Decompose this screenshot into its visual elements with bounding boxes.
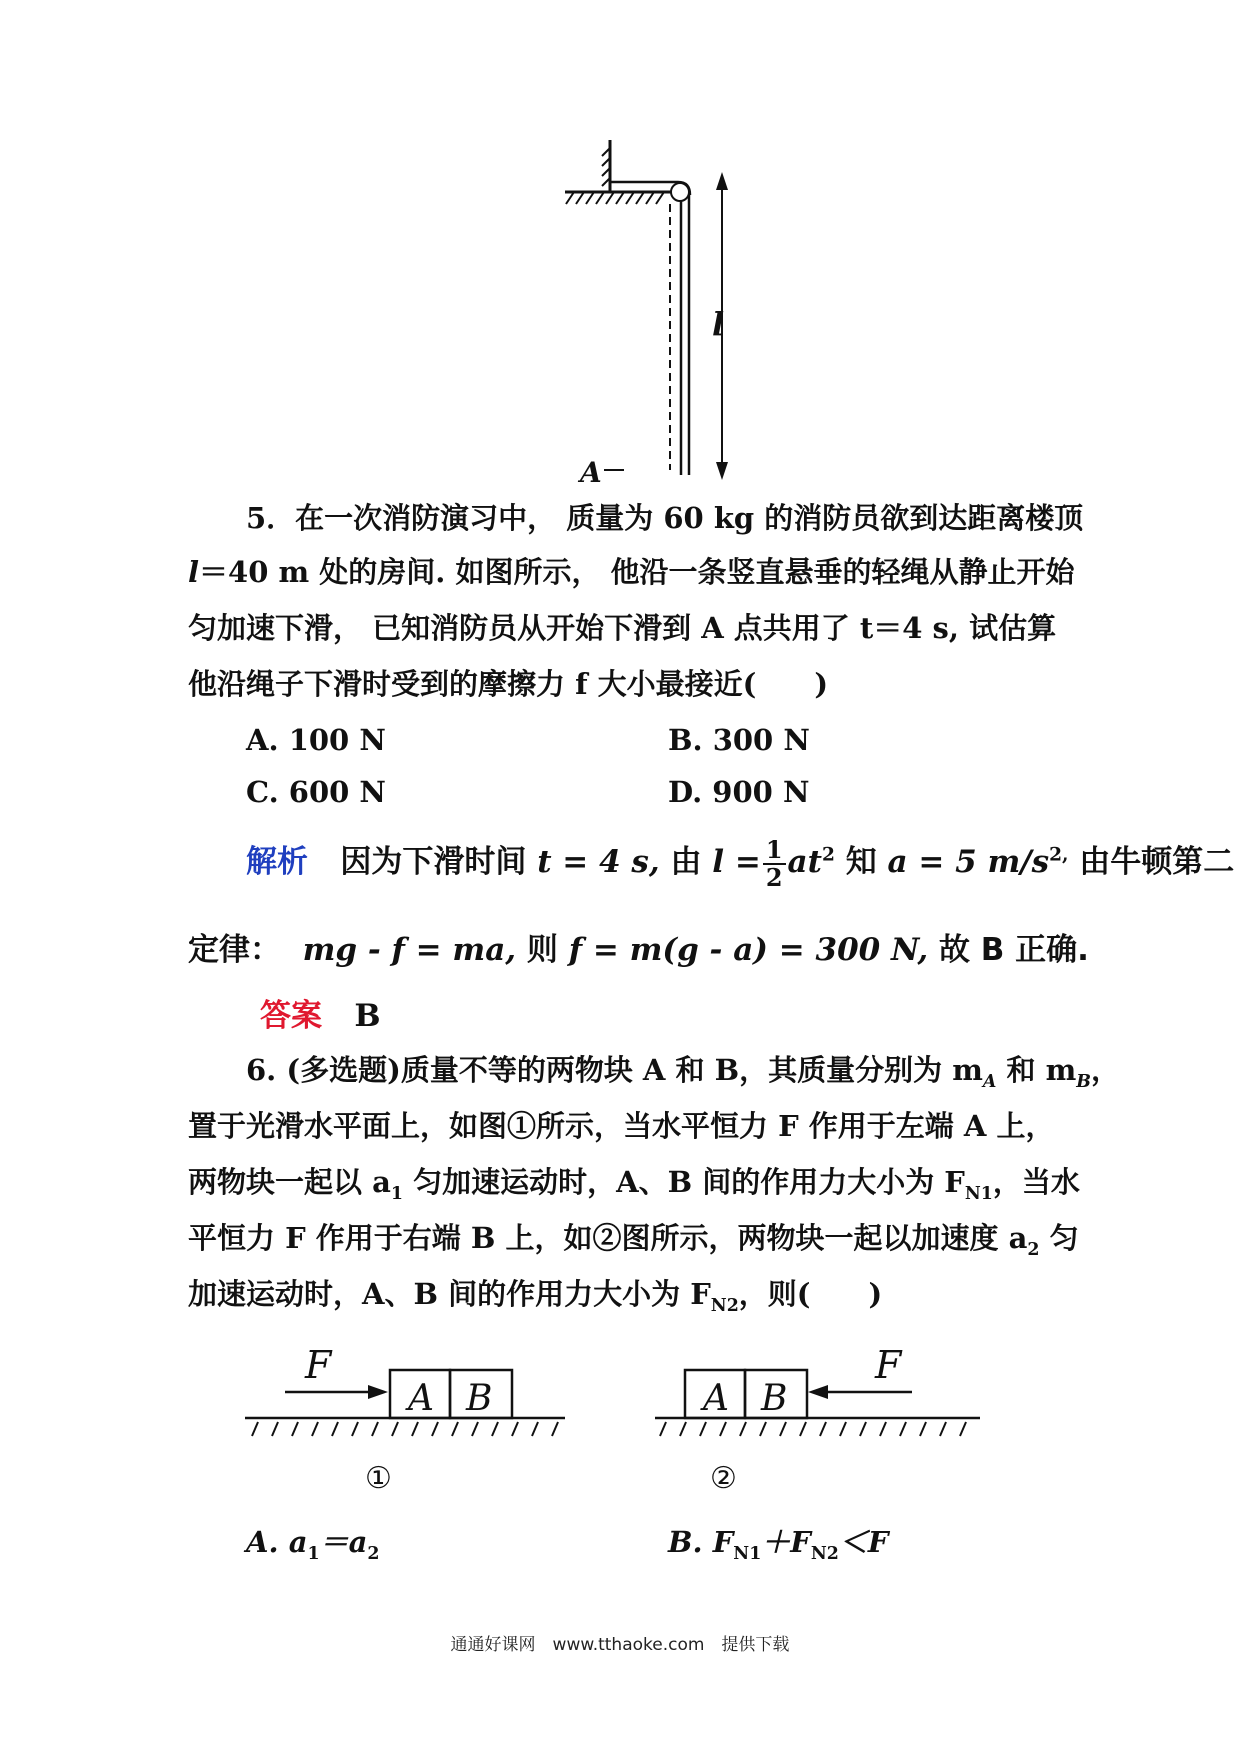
- q6-opta-mid: ＝a: [319, 1525, 368, 1559]
- q6-line5a: 加速运动时，A、B 间的作用力大小为 F: [188, 1277, 711, 1311]
- fig1-number: ①: [365, 1461, 392, 1490]
- analysis-text-2: 由: [670, 844, 702, 880]
- q6-line3-sub1: 1: [390, 1183, 403, 1204]
- answer-label: 答案: [260, 998, 322, 1034]
- fig2-block-a: A: [703, 1378, 729, 1419]
- q5-line3: 匀加速下滑， 已知消防员从开始下滑到 A 点共用了 t＝4 s, 试估算: [188, 611, 1057, 645]
- analysis-text-3: 知: [845, 844, 877, 880]
- page-footer: 通通好课网 www.tthaoke.com 提供下载: [450, 1635, 790, 1655]
- fig1-force-label: F: [305, 1343, 332, 1387]
- point-label: A: [580, 456, 602, 485]
- q6-line1-end: ，: [1091, 1053, 1121, 1087]
- analysis-at2: at: [787, 844, 822, 880]
- analysis-t: t = 4 s,: [537, 844, 660, 880]
- q6-opta-pre: A. a: [246, 1525, 308, 1559]
- length-label: l: [712, 305, 725, 343]
- q6-optb-end: ＜F: [838, 1525, 889, 1559]
- q6-line4: [188, 1218, 1079, 1270]
- analysis-label: 解析: [246, 844, 308, 880]
- q6-line3: [188, 1162, 1080, 1214]
- q6-sub-a: A: [982, 1071, 997, 1092]
- q6-optb-sub1: N1: [733, 1543, 762, 1564]
- q6-sub-b: B: [1076, 1071, 1091, 1092]
- analysis-law: 定律：: [188, 932, 281, 968]
- block-figure-1: [240, 1340, 570, 1490]
- q5-var-l: l: [188, 555, 200, 589]
- q5-line2-text: ＝40 m 处的房间. 如图所示， 他沿一条竖直悬垂的轻绳从静止开始: [199, 555, 1075, 589]
- q6-line2: 置于光滑水平面上，如图①所示，当水平恒力 F 作用于左端 A 上，: [188, 1109, 1055, 1143]
- block-figure-2: [650, 1340, 990, 1490]
- analysis-l: l =: [712, 844, 761, 880]
- q5-analysis-line2: [188, 924, 1089, 969]
- fig1-block-b: B: [466, 1378, 493, 1419]
- q6-line4b: 匀: [1039, 1221, 1079, 1255]
- q5-line4: 他沿绳子下滑时受到的摩擦力 f 大小最接近( ): [188, 667, 829, 701]
- q6-optb-mid: ＋F: [761, 1525, 811, 1559]
- rope-figure: [560, 140, 770, 485]
- q5-option-c: C. 600 N: [246, 775, 386, 809]
- q5-answer: [260, 990, 381, 1035]
- q6-line1: [246, 1050, 1120, 1102]
- q5-line1: 5．在一次消防演习中， 质量为 60 kg 的消防员欲到达距离楼顶: [246, 501, 1084, 535]
- fig1-block-a: A: [408, 1378, 434, 1419]
- frac-num: 1: [763, 837, 786, 865]
- q6-option-b: [668, 1522, 888, 1574]
- analysis-a: a = 5 m/s: [887, 844, 1050, 880]
- q6-line3-subn1: N1: [964, 1183, 993, 1204]
- fig2-block-b: B: [761, 1378, 788, 1419]
- fraction-half: [763, 834, 786, 892]
- q6-opta-sub1: 1: [307, 1543, 320, 1564]
- fig2-number: ②: [710, 1461, 737, 1490]
- q6-line3c: ，当水: [992, 1165, 1080, 1199]
- q6-option-a: [246, 1522, 380, 1574]
- analysis-then: 则: [526, 932, 558, 968]
- analysis-tail: 由牛顿第二: [1079, 844, 1235, 880]
- q6-line5-subn2: N2: [710, 1295, 739, 1316]
- q6-line5b: ，则( ): [738, 1277, 883, 1311]
- q6-optb-pre: B. F: [668, 1525, 734, 1559]
- q5-option-d: D. 900 N: [668, 775, 810, 809]
- q5-option-a: A. 100 N: [246, 723, 386, 757]
- q6-line4a: 平恒力 F 作用于右端 B 上，如②图所示，两物块一起以加速度 a: [188, 1221, 1028, 1255]
- q6-line5: [188, 1274, 882, 1326]
- q6-line4-sub2: 2: [1027, 1239, 1040, 1260]
- q6-line1-mid: 和 m: [996, 1053, 1077, 1087]
- fig2-force-label: F: [875, 1343, 902, 1387]
- q6-line3a: 两物块一起以 a: [188, 1165, 391, 1199]
- q5-analysis-line1: 解析 因为下滑时间 t = 4 s, 由 l = $\frac{1}{2}$ $at^2$ 知 a = 5 $m/s^{2,}$ 由牛顿第二: [246, 834, 1235, 892]
- analysis-conclusion: 故 B 正确.: [938, 932, 1089, 968]
- q5-option-b: B. 300 N: [668, 723, 810, 757]
- q6-opta-sub2: 2: [367, 1543, 380, 1564]
- analysis-eq1: mg - f = ma,: [302, 932, 517, 968]
- q6-line1-text: 6. (多选题)质量不等的两物块 A 和 B，其质量分别为 m: [246, 1053, 983, 1087]
- frac-den: 2: [765, 862, 783, 892]
- q5-line2: [188, 552, 1075, 592]
- answer-value: B: [354, 998, 381, 1034]
- q6-line3b: 匀加速运动时，A、B 间的作用力大小为 F: [403, 1165, 965, 1199]
- q6-optb-sub2: N2: [810, 1543, 839, 1564]
- analysis-text-1: 因为下滑时间: [340, 844, 527, 880]
- analysis-eq2: f = m(g - a) = 300 N,: [568, 932, 929, 968]
